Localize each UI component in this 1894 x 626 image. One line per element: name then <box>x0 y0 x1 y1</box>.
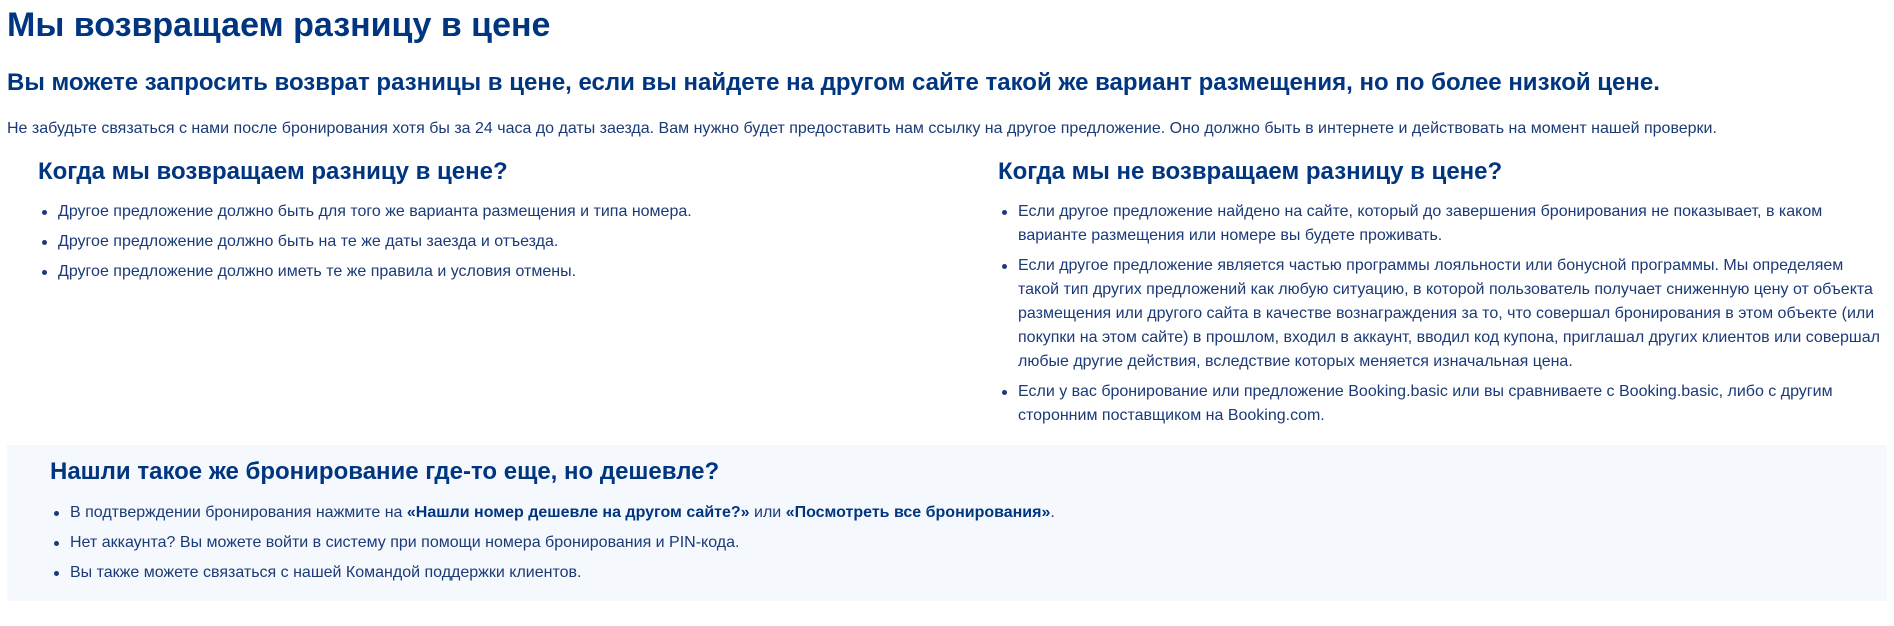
found-cheaper-panel <box>7 445 1887 601</box>
when-no-refund-title: Когда мы не возвращаем разницу в цене? <box>998 158 1503 185</box>
found-cheaper-list <box>50 501 1850 585</box>
found-cheaper-content <box>50 457 1850 591</box>
list-item: Если у вас бронирование или предложение Booking.basic или вы сравниваете с Booking.basic, либо с другим сторонним поставщиком на Booking.com. <box>1018 380 1888 428</box>
all-bookings-link[interactable]: «Посмотреть все бронирования» <box>785 504 1051 521</box>
when-no-refund-list <box>998 200 1888 428</box>
when-refund-section <box>38 158 938 290</box>
when-no-refund-section <box>998 158 1888 434</box>
page-subtitle: Вы можете запросить возврат разницы в цене, если вы найдете на другом сайте такой же вариант размещения, но по более низкой цене. <box>7 69 1660 96</box>
list-item: Другое предложение должно быть на те же даты заезда и отъезда. <box>58 230 938 254</box>
item-prefix: В подтверждении бронирования нажмите на <box>70 504 407 521</box>
found-cheaper-title: Нашли такое же бронирование где-то еще, но дешевле? <box>50 458 720 485</box>
page-title: Мы возвращаем разницу в цене <box>7 6 551 44</box>
when-refund-title: Когда мы возвращаем разницу в цене? <box>38 158 508 185</box>
found-cheaper-link[interactable]: «Нашли номер дешевле на другом сайте?» <box>406 504 750 521</box>
list-item <box>70 501 1850 525</box>
item-middle: или <box>749 504 786 521</box>
list-item: Другое предложение должно иметь те же правила и условия отмены. <box>58 260 938 284</box>
intro-text: Не забудьте связаться с нами после бронирования хотя бы за 24 часа до даты заезда. Вам нужно будет предоставить нам ссылку на другое предложение. Оно должно быть в интернете и действовать на момент нашей проверки. <box>7 120 1717 137</box>
list-item: Вы также можете связаться с нашей Командой поддержки клиентов. <box>70 561 1850 585</box>
list-item: Если другое предложение найдено на сайте, который до завершения бронирования не показывает, в каком варианте размещения или номере вы будете проживать. <box>1018 200 1888 248</box>
list-item: Нет аккаунта? Вы можете войти в систему при помощи номера бронирования и PIN-кода. <box>70 531 1850 555</box>
list-item: Другое предложение должно быть для того же варианта размещения и типа номера. <box>58 200 938 224</box>
list-item: Если другое предложение является частью программы лояльности или бонусной программы. Мы определяем такой тип других предложений как любую ситуацию, в которой пользователь получает сниженную цену от объекта размещения или другого сайта в качестве вознаграждения за то, что совершал бронирования в этом объекте (или покупки на этом сайте) в прошлом, входил в аккаунт, вводил код купона, приглашал других клиентов или совершал любые другие действия, вследствие которых меняется изначальная цена. <box>1018 254 1888 374</box>
when-refund-list <box>38 200 938 284</box>
item-suffix: . <box>1050 504 1055 521</box>
